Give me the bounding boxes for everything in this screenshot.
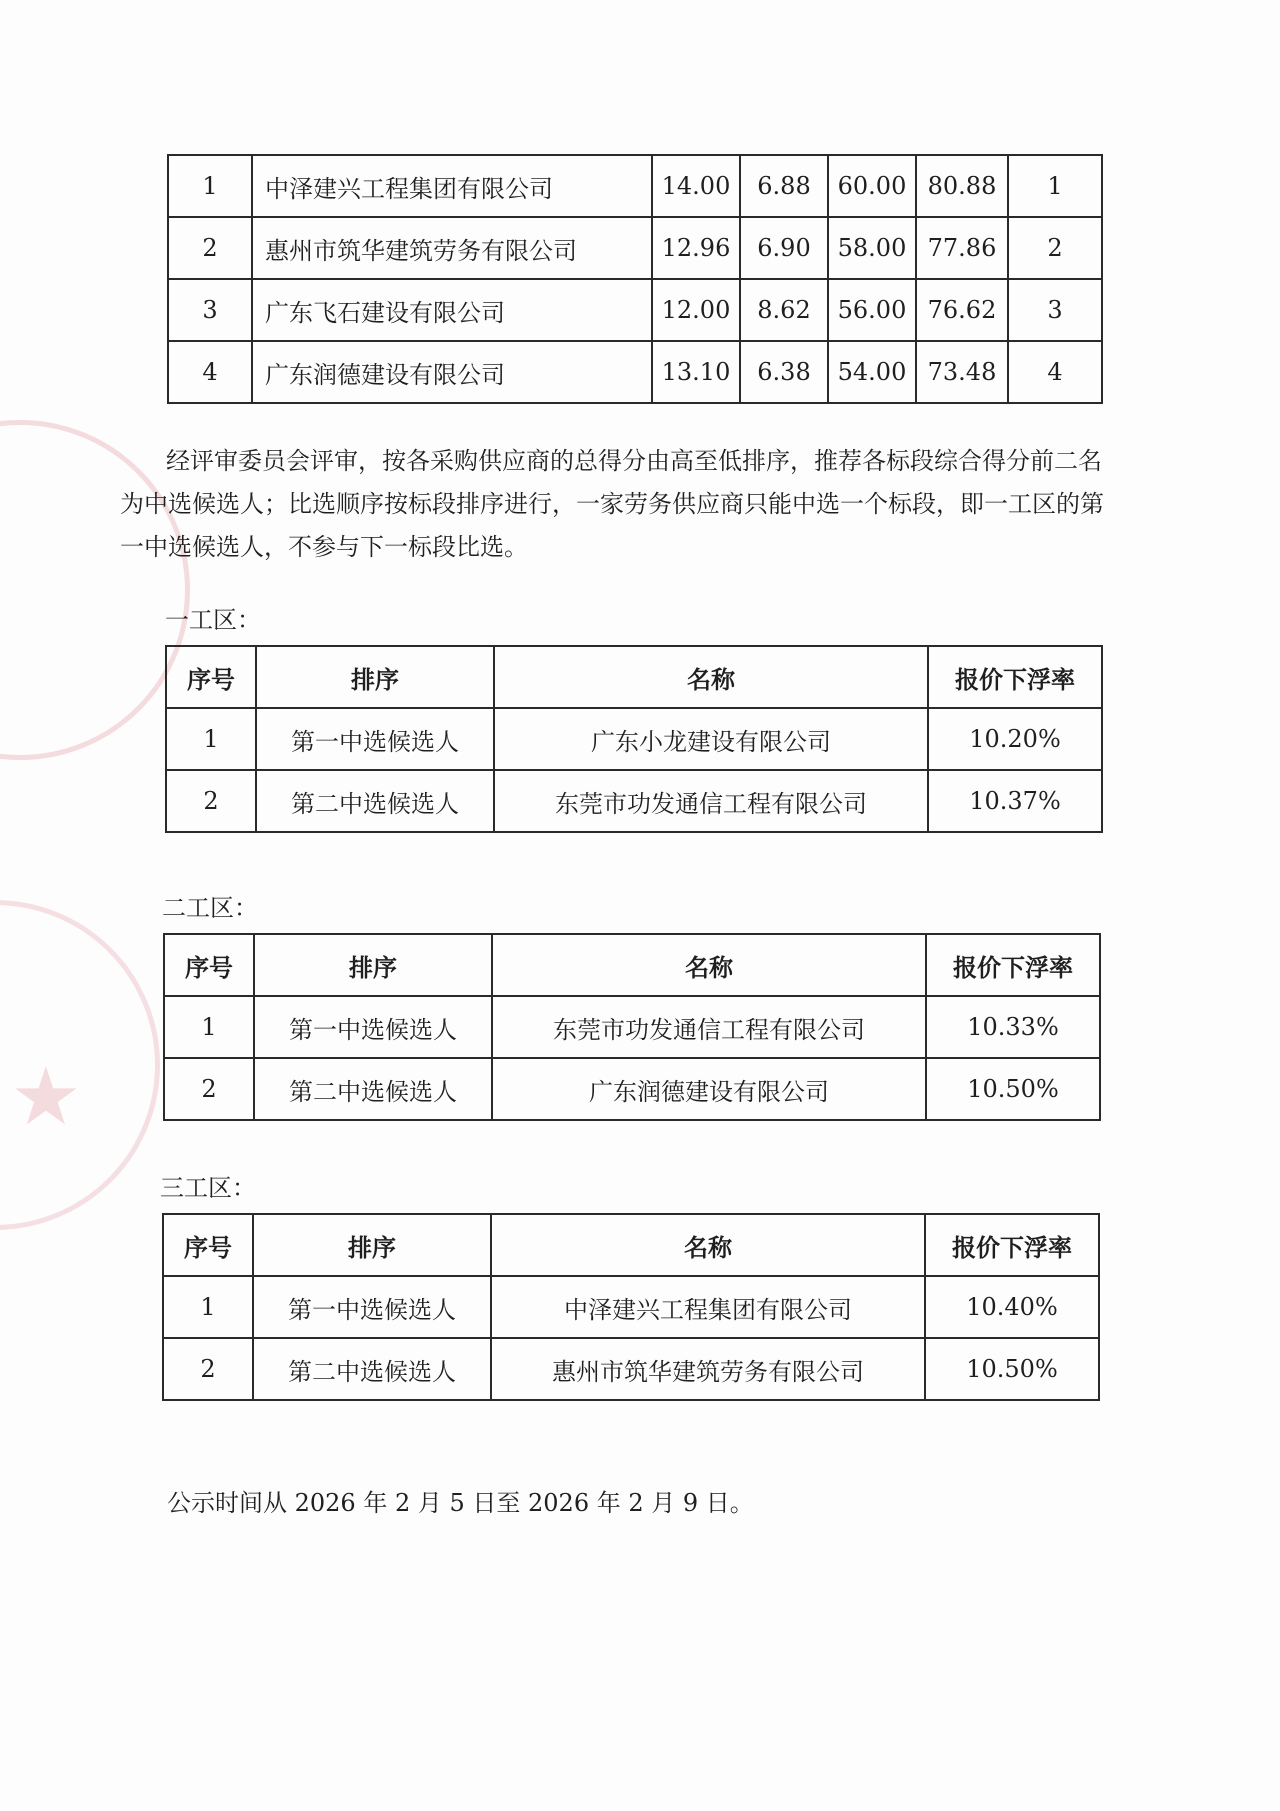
- header-rate: 报价下浮率: [926, 934, 1100, 996]
- rank-cell: 4: [1008, 341, 1102, 403]
- paragraph-line: 经评审委员会评审，按各采购供应商的总得分由高至低排序，推荐各标段综合得分前二名: [166, 447, 1102, 475]
- candidate-order: 第二中选候选人: [254, 1058, 492, 1120]
- discount-rate: 10.50%: [925, 1338, 1099, 1400]
- row-number: 1: [163, 1276, 253, 1338]
- table-row: [163, 1338, 1099, 1400]
- rank-cell: 3: [1008, 279, 1102, 341]
- table-row: [164, 996, 1100, 1058]
- header-no: 序号: [163, 1214, 253, 1276]
- total-score: 76.62: [916, 279, 1008, 341]
- zone-1-table: [165, 645, 1103, 833]
- row-number: 2: [166, 770, 256, 832]
- header-name: 名称: [492, 934, 926, 996]
- score-cell: 54.00: [828, 341, 916, 403]
- row-number: 1: [164, 996, 254, 1058]
- table-row: [166, 770, 1102, 832]
- section-label-zone-1: 一工区：: [165, 606, 261, 634]
- score-cell: 60.00: [828, 155, 916, 217]
- company-name: 广东润德建设有限公司: [252, 341, 652, 403]
- score-cell: 12.96: [652, 217, 740, 279]
- table-header-row: [164, 934, 1100, 996]
- score-cell: 8.62: [740, 279, 828, 341]
- total-score: 73.48: [916, 341, 1008, 403]
- row-number: 1: [168, 155, 252, 217]
- table-row: [168, 279, 1102, 341]
- header-rate: 报价下浮率: [928, 646, 1102, 708]
- table-row: [168, 155, 1102, 217]
- company-name: 东莞市功发通信工程有限公司: [494, 770, 928, 832]
- company-name: 中泽建兴工程集团有限公司: [491, 1276, 925, 1338]
- score-cell: 58.00: [828, 217, 916, 279]
- header-no: 序号: [164, 934, 254, 996]
- zone-2-table: [163, 933, 1101, 1121]
- table-row: [168, 341, 1102, 403]
- score-cell: 6.38: [740, 341, 828, 403]
- discount-rate: 10.33%: [926, 996, 1100, 1058]
- notice-period: 公示时间从 2026 年 2 月 5 日至 2026 年 2 月 9 日。: [167, 1489, 754, 1517]
- score-cell: 56.00: [828, 279, 916, 341]
- row-number: 2: [163, 1338, 253, 1400]
- score-cell: 6.90: [740, 217, 828, 279]
- header-order: 排序: [253, 1214, 491, 1276]
- paragraph-line: 为中选候选人；比选顺序按标段排序进行，一家劳务供应商只能中选一个标段，即一工区的第: [120, 490, 1104, 518]
- section-label-zone-2: 二工区：: [162, 894, 258, 922]
- header-order: 排序: [256, 646, 494, 708]
- score-cell: 6.88: [740, 155, 828, 217]
- discount-rate: 10.20%: [928, 708, 1102, 770]
- candidate-order: 第一中选候选人: [256, 708, 494, 770]
- row-number: 2: [164, 1058, 254, 1120]
- row-number: 4: [168, 341, 252, 403]
- score-cell: 14.00: [652, 155, 740, 217]
- candidate-order: 第二中选候选人: [256, 770, 494, 832]
- header-name: 名称: [494, 646, 928, 708]
- section-label-zone-3: 三工区：: [160, 1174, 256, 1202]
- total-score: 80.88: [916, 155, 1008, 217]
- candidate-order: 第一中选候选人: [253, 1276, 491, 1338]
- table-row: [166, 708, 1102, 770]
- rank-cell: 2: [1008, 217, 1102, 279]
- header-order: 排序: [254, 934, 492, 996]
- score-cell: 12.00: [652, 279, 740, 341]
- discount-rate: 10.40%: [925, 1276, 1099, 1338]
- zone-3-table: [162, 1213, 1100, 1401]
- company-name: 惠州市筑华建筑劳务有限公司: [491, 1338, 925, 1400]
- candidate-order: 第一中选候选人: [254, 996, 492, 1058]
- row-number: 1: [166, 708, 256, 770]
- candidate-order: 第二中选候选人: [253, 1338, 491, 1400]
- total-score: 77.86: [916, 217, 1008, 279]
- row-number: 2: [168, 217, 252, 279]
- table-row: [168, 217, 1102, 279]
- score-cell: 13.10: [652, 341, 740, 403]
- header-name: 名称: [491, 1214, 925, 1276]
- score-table: [167, 154, 1103, 404]
- rank-cell: 1: [1008, 155, 1102, 217]
- table-header-row: [163, 1214, 1099, 1276]
- table-row: [164, 1058, 1100, 1120]
- evaluation-paragraph: [120, 440, 1180, 569]
- company-name: 惠州市筑华建筑劳务有限公司: [252, 217, 652, 279]
- company-name: 广东小龙建设有限公司: [494, 708, 928, 770]
- seal-star-icon: ★: [10, 1050, 82, 1143]
- row-number: 3: [168, 279, 252, 341]
- company-name: 广东润德建设有限公司: [492, 1058, 926, 1120]
- discount-rate: 10.50%: [926, 1058, 1100, 1120]
- company-name: 广东飞石建设有限公司: [252, 279, 652, 341]
- header-rate: 报价下浮率: [925, 1214, 1099, 1276]
- company-name: 中泽建兴工程集团有限公司: [252, 155, 652, 217]
- paragraph-line: 一中选候选人，不参与下一标段比选。: [120, 533, 528, 561]
- table-row: [163, 1276, 1099, 1338]
- discount-rate: 10.37%: [928, 770, 1102, 832]
- header-no: 序号: [166, 646, 256, 708]
- company-name: 东莞市功发通信工程有限公司: [492, 996, 926, 1058]
- table-header-row: [166, 646, 1102, 708]
